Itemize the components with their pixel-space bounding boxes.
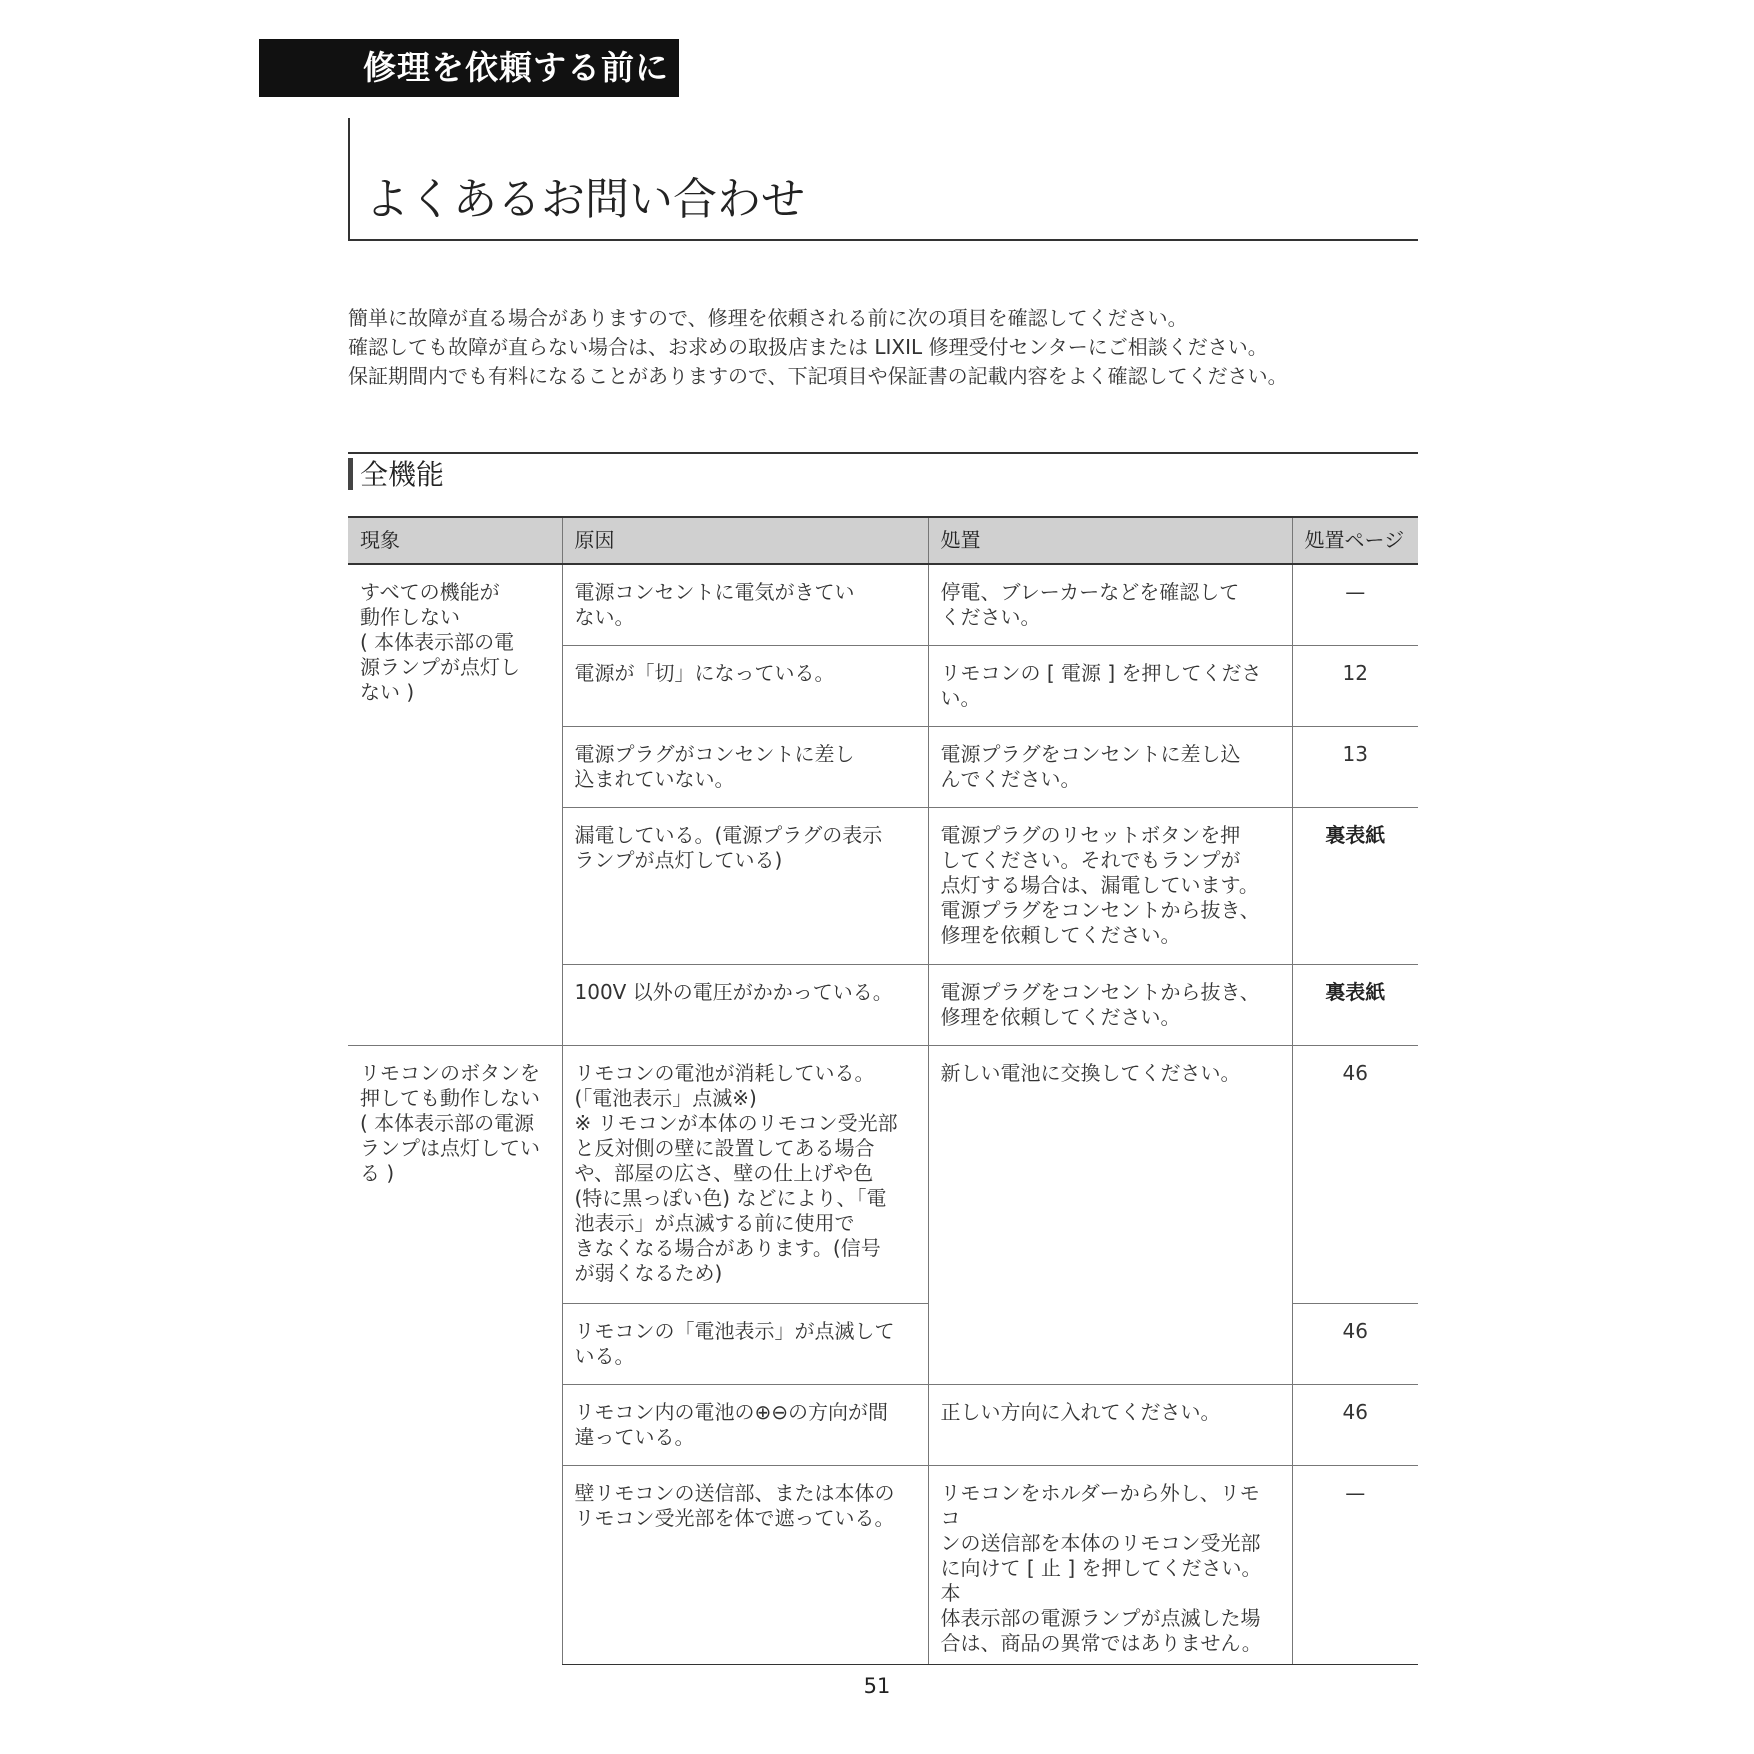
page-cell: 裏表紙 bbox=[1292, 964, 1418, 1045]
table-row bbox=[348, 564, 1418, 645]
cause-cell: 電源が「切」になっている。 bbox=[562, 645, 928, 726]
page-title: よくあるお問い合わせ bbox=[365, 174, 805, 225]
cause-cell: リモコン内の電池の⊕⊖の方向が間 違っている。 bbox=[562, 1384, 928, 1465]
faq-table bbox=[348, 516, 1418, 1665]
cause-cell: 漏電している。(電源プラグの表示 ランプが点灯している) bbox=[562, 807, 928, 964]
page-cell: 13 bbox=[1292, 726, 1418, 807]
title-rule-horizontal bbox=[348, 239, 1418, 241]
action-cell: 電源プラグをコンセントから抜き、 修理を依頼してください。 bbox=[928, 964, 1292, 1045]
table-row bbox=[348, 1045, 1418, 1303]
section-marker bbox=[348, 458, 353, 490]
section-rule bbox=[348, 452, 1418, 454]
cause-cell: リモコンの電池が消耗している。 (「電池表示」点滅※) ※ リモコンが本体のリモコン受光部 と反対側の壁に設置してある場合 や、部屋の広さ、壁の仕上げや色 (特に黒っぽい色) などにより、「電 池表示」が点滅する前に使用で きなくなる場合があります。(信号 が弱くなるため) bbox=[562, 1045, 928, 1303]
page-number: 51 bbox=[863, 1674, 891, 1698]
page-cell: 12 bbox=[1292, 645, 1418, 726]
cause-cell: 100V 以外の電圧がかかっている。 bbox=[562, 964, 928, 1045]
section-title: 全機能 bbox=[360, 458, 445, 491]
action-cell: 新しい電池に交換してください。 bbox=[928, 1045, 1292, 1384]
intro-text bbox=[348, 304, 1418, 391]
header-page: 処置ページ bbox=[1292, 517, 1418, 564]
cause-cell: リモコンの「電池表示」が点滅して いる。 bbox=[562, 1303, 928, 1384]
page-cell: 46 bbox=[1292, 1045, 1418, 1303]
action-cell: 電源プラグをコンセントに差し込 んでください。 bbox=[928, 726, 1292, 807]
action-cell: 正しい方向に入れてください。 bbox=[928, 1384, 1292, 1465]
chapter-header: 修理を依頼する前に bbox=[259, 39, 679, 97]
page-cell: — bbox=[1292, 1465, 1418, 1664]
action-cell: 停電、ブレーカーなどを確認して ください。 bbox=[928, 564, 1292, 645]
page-cell: — bbox=[1292, 564, 1418, 645]
battery-footnote: ※ リモコンが本体のリモコン受光部 と反対側の壁に設置してある場合 や、部屋の広さ、壁の仕上げや色 (特に黒っぽい色) などにより、「電 池表示」が点滅する前に使用で きなくなる場合があります。(信号 が弱くなるため) bbox=[574, 1110, 898, 1285]
page-cell: 裏表紙 bbox=[1292, 807, 1418, 964]
action-cell: リモコンの [ 電源 ] を押してくださ い。 bbox=[928, 645, 1292, 726]
page-cell: 46 bbox=[1292, 1384, 1418, 1465]
cause-cell: 電源コンセントに電気がきてい ない。 bbox=[562, 564, 928, 645]
cause-cell: 壁リモコンの送信部、または本体の リモコン受光部を体で遮っている。 bbox=[562, 1465, 928, 1664]
action-cell: 電源プラグのリセットボタンを押 してください。それでもランプが 点灯する場合は、漏電しています。 電源プラグをコンセントから抜き、 修理を依頼してください。 bbox=[928, 807, 1292, 964]
intro-line: 保証期間内でも有料になることがありますので、下記項目や保証書の記載内容をよく確認してください。 bbox=[348, 364, 1288, 388]
header-symptom: 現象 bbox=[348, 517, 562, 564]
cause-cell: 電源プラグがコンセントに差し 込まれていない。 bbox=[562, 726, 928, 807]
header-cause: 原因 bbox=[562, 517, 928, 564]
symptom-cell: リモコンのボタンを 押しても動作しない ( 本体表示部の電源 ランプは点灯してい る ) bbox=[348, 1045, 562, 1664]
symptom-cell: すべての機能が 動作しない ( 本体表示部の電 源ランプが点灯し ない ) bbox=[348, 564, 562, 1045]
intro-line: 簡単に故障が直る場合がありますので、修理を依頼される前に次の項目を確認してください。 bbox=[348, 306, 1188, 330]
header-action: 処置 bbox=[928, 517, 1292, 564]
page-cell: 46 bbox=[1292, 1303, 1418, 1384]
action-cell: リモコンをホルダーから外し、リモコ ンの送信部を本体のリモコン受光部 に向けて [ 止 ] を押してください。本 体表示部の電源ランプが点滅した場 合は、商品の異常ではありません。 bbox=[928, 1465, 1292, 1664]
table-header-row bbox=[348, 517, 1418, 564]
title-rule-vertical bbox=[348, 118, 350, 240]
intro-line: 確認しても故障が直らない場合は、お求めの取扱店または LIXIL 修理受付センターにご相談ください。 bbox=[348, 335, 1268, 359]
